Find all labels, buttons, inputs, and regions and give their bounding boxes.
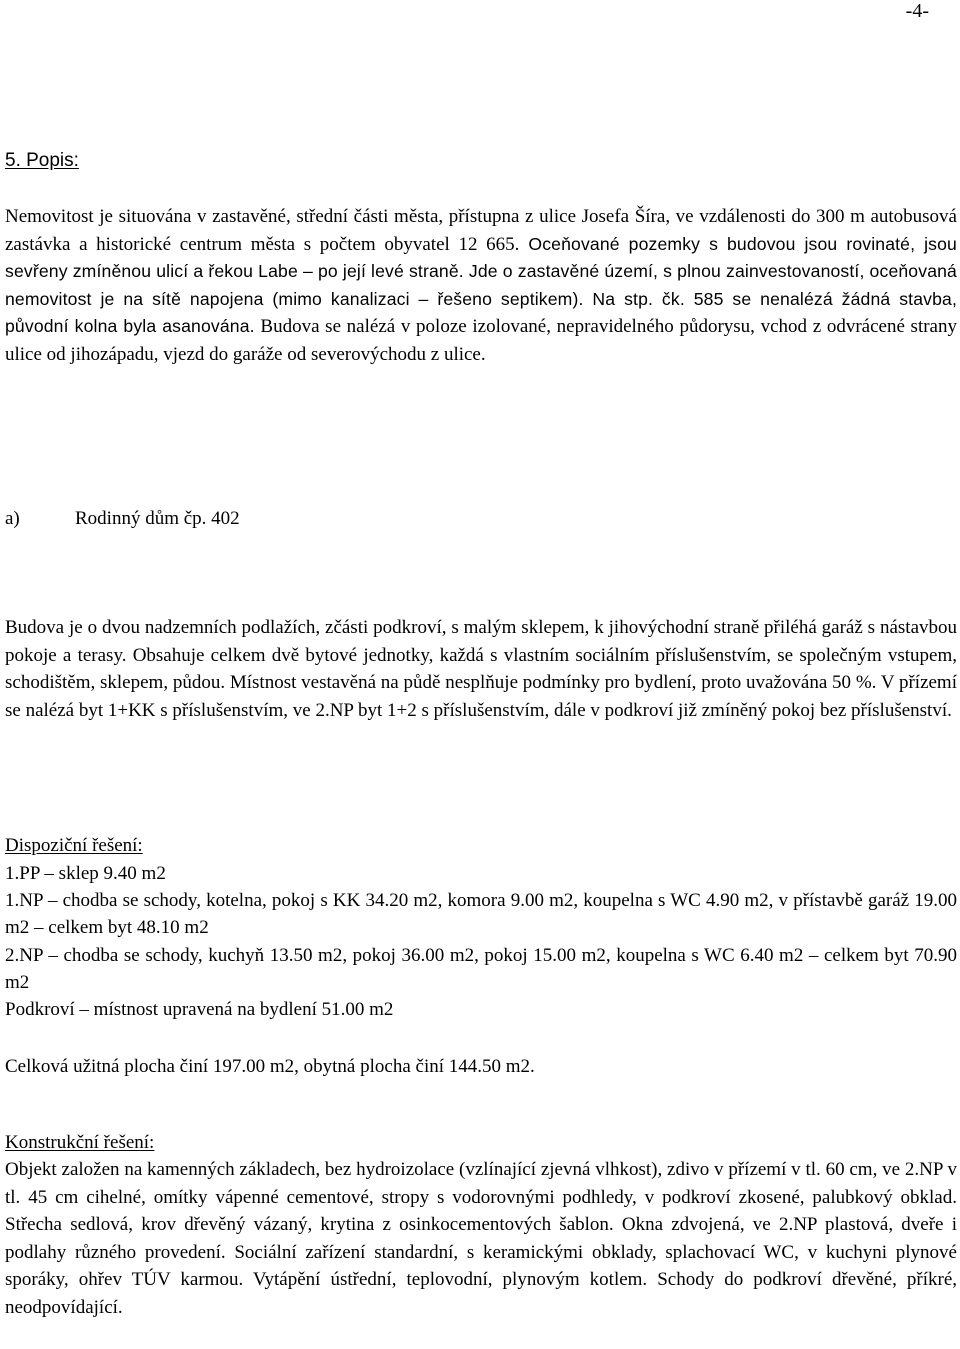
layout-line: Podkroví – místnost upravená na bydlení 51.00 m2	[5, 999, 394, 1021]
location-paragraph	[5, 203, 957, 369]
layout-line: 1.PP – sklep 9.40 m2	[5, 863, 166, 884]
layout-line: 1.NP – chodba se schody, kotelna, pokoj s KK 34.20 m2, komora 9.00 m2, koupelna s WC 4.90 m2, v přístavbě garáž 19.00 m2 – celkem byt 48.10 m2	[5, 890, 957, 939]
subsection-heading	[5, 505, 240, 532]
construction-paragraph: Objekt založen na kamenných základech, bez hydroizolace (vzlínající zjevná vlhkost), zdivo v přízemí v tl. 60 cm, ve 2.NP v tl. 45 cm cihelné, omítky vápenné cementové, stropy s vodorovnými podhledy, v podkroví zkosené, palubkový obklad. Střecha sedlová, krov dřevěný vázaný, krytina z osinkocementových šablon. Okna zdvojená, ve 2.NP plastová, dveře i podlahy různého provedení. Sociální zařízení standardní, s keramickými obklady, splachovací WC, v kuchyni plynové sporáky, ohřev TÚV karmou. Vytápění ústřední, teplovodní, plynovým kotlem. Schody do podkroví dřevěné, příkré, neodpovídající.	[5, 1159, 957, 1318]
construction-title: Konstrukční řešení:	[5, 1132, 155, 1153]
subsection-title: Rodinný dům čp. 402	[75, 508, 240, 529]
layout-solution-title: Dispoziční řešení:	[5, 835, 143, 856]
location-paragraph-lead: Nemovitost je situována v zastavěné, střední části města, přístupna z ulice Josefa Šíra, ve vzdálenosti do 300 m autobusová zastávka a historické centrum města s počtem obyvatel 12 665.	[5, 206, 957, 255]
location-paragraph-middle: Oceňované pozemky s budovou jsou rovinaté, jsou sevřeny zmíněnou ulicí a řekou Labe – po její levé straně. Jde o zastavěné území, s plnou zainvestovaností, oceňovaná nemovitost je na sítě napojena (mimo kanalizaci – řešeno septikem). Na stp. čk. 585 se nenalézá žádná stavba, původní kolna byla asanována.	[5, 233, 957, 337]
layout-line: 2.NP – chodba se schody, kuchyň 13.50 m2, pokoj 36.00 m2, pokoj 15.00 m2, koupelna s WC 6.40 m2 – celkem byt 70.90 m2	[5, 944, 957, 993]
area-summary: Celková užitná plocha činí 197.00 m2, obytná plocha činí 144.50 m2.	[5, 1056, 535, 1077]
location-paragraph-tail: Budova se nalézá v poloze izolované, nepravidelného půdorysu, vchod z odvrácené strany ulice od jihozápadu, vjezd do garáže od severovýchodu z ulice.	[5, 316, 957, 365]
layout-solution-list	[5, 860, 957, 1023]
section-heading: 5. Popis:	[5, 150, 79, 171]
page-number: -4-	[905, 0, 929, 22]
building-description: Budova je o dvou nadzemních podlažích, zčásti podkroví, s malým sklepem, k jihovýchodní straně přiléhá garáž s nástavbou pokoje a terasy. Obsahuje celkem dvě bytové jednotky, každá s vlastním sociálním příslušenstvím, se společným vstupem, schodištěm, sklepem, půdou. Místnost vestavěná na půdě nesplňuje podmínky pro bydlení, proto uvažována 50 %. V přízemí se nalézá byt 1+KK s příslušenstvím, ve 2.NP byt 1+2 s příslušenstvím, dále v podkroví již zmíněný pokoj bez příslušenství.	[5, 617, 957, 721]
subsection-letter: a)	[5, 508, 20, 529]
